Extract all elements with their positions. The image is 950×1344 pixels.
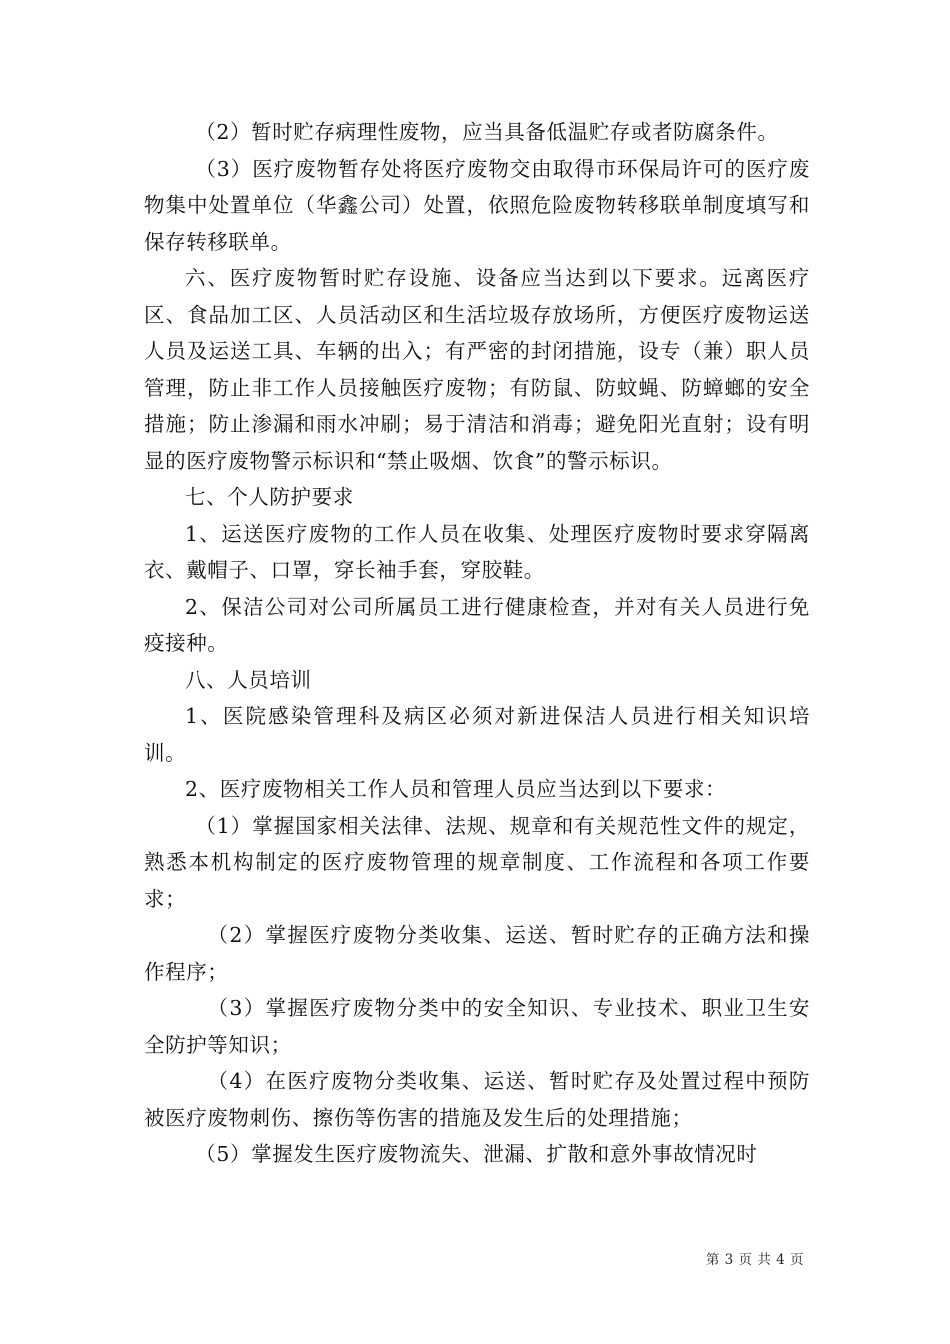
paragraph-requirement-3: （3）掌握医疗废物分类中的安全知识、专业技术、职业卫生安全防护等知识； (144, 996, 810, 1057)
heading-section-7-personal-protection: 七、个人防护要求 (185, 485, 354, 509)
paragraph-requirement-2: （2）掌握医疗废物分类收集、运送、暂时贮存的正确方法和操作程序； (144, 923, 810, 984)
paragraph-staff-requirements: 2、医疗废物相关工作人员和管理人员应当达到以下要求： (185, 777, 727, 801)
paragraph-requirement-1: （1）掌握国家相关法律、法规、规章和有关规范性文件的规定，熟悉本机构制定的医疗废物管理的规章制度、工作流程和各项工作要求； (144, 813, 810, 911)
paragraph-health-check: 2、保洁公司对公司所属员工进行健康检查，并对有关人员进行免疫接种。 (144, 594, 810, 655)
page-number-footer: 第 3 页 共 4 页 (705, 1252, 804, 1268)
paragraph-pathological-storage: （2）暂时贮存病理性废物，应当具备低温贮存或者防腐条件。 (195, 120, 779, 144)
paragraph-protective-clothing: 1、运送医疗废物的工作人员在收集、处理医疗废物时要求穿隔离衣、戴帽子、口罩，穿长袖手套，穿胶鞋。 (144, 521, 810, 582)
heading-section-8-training: 八、人员培训 (185, 667, 312, 692)
document-body (144, 114, 810, 1173)
paragraph-waste-transfer: （3）医疗废物暂存处将医疗废物交由取得市环保局许可的医疗废物集中处置单位（华鑫公司）处置，依照危险废物转移联单制度填写和保存转移联单。 (144, 156, 810, 254)
paragraph-section-6-storage-facility: 六、医疗废物暂时贮存设施、设备应当达到以下要求。远离医疗区、食品加工区、人员活动区和生活垃圾存放场所，方便医疗废物运送人员及运送工具、车辆的出入；有严密的封闭措施，设专（兼）职人员管理，防止非工作人员接触医疗废物；有防鼠、防蚊蝇、防蟑螂的安全措施；防止渗漏和雨水冲刷；易于清洁和消毒；避免阳光直射；设有明显的医疗废物警示标识和“禁止吸烟、饮食”的警示标识。 (144, 266, 810, 473)
paragraph-requirement-4: （4）在医疗废物分类收集、运送、暂时贮存及处置过程中预防被医疗废物刺伤、擦伤等伤害的措施及发生后的处理措施； (144, 1069, 810, 1130)
paragraph-requirement-5: （5）掌握发生医疗废物流失、泄漏、扩散和意外事故情况时 (195, 1142, 758, 1166)
paragraph-training-new-staff: 1、医院感染管理科及病区必须对新进保洁人员进行相关知识培训。 (144, 704, 810, 765)
